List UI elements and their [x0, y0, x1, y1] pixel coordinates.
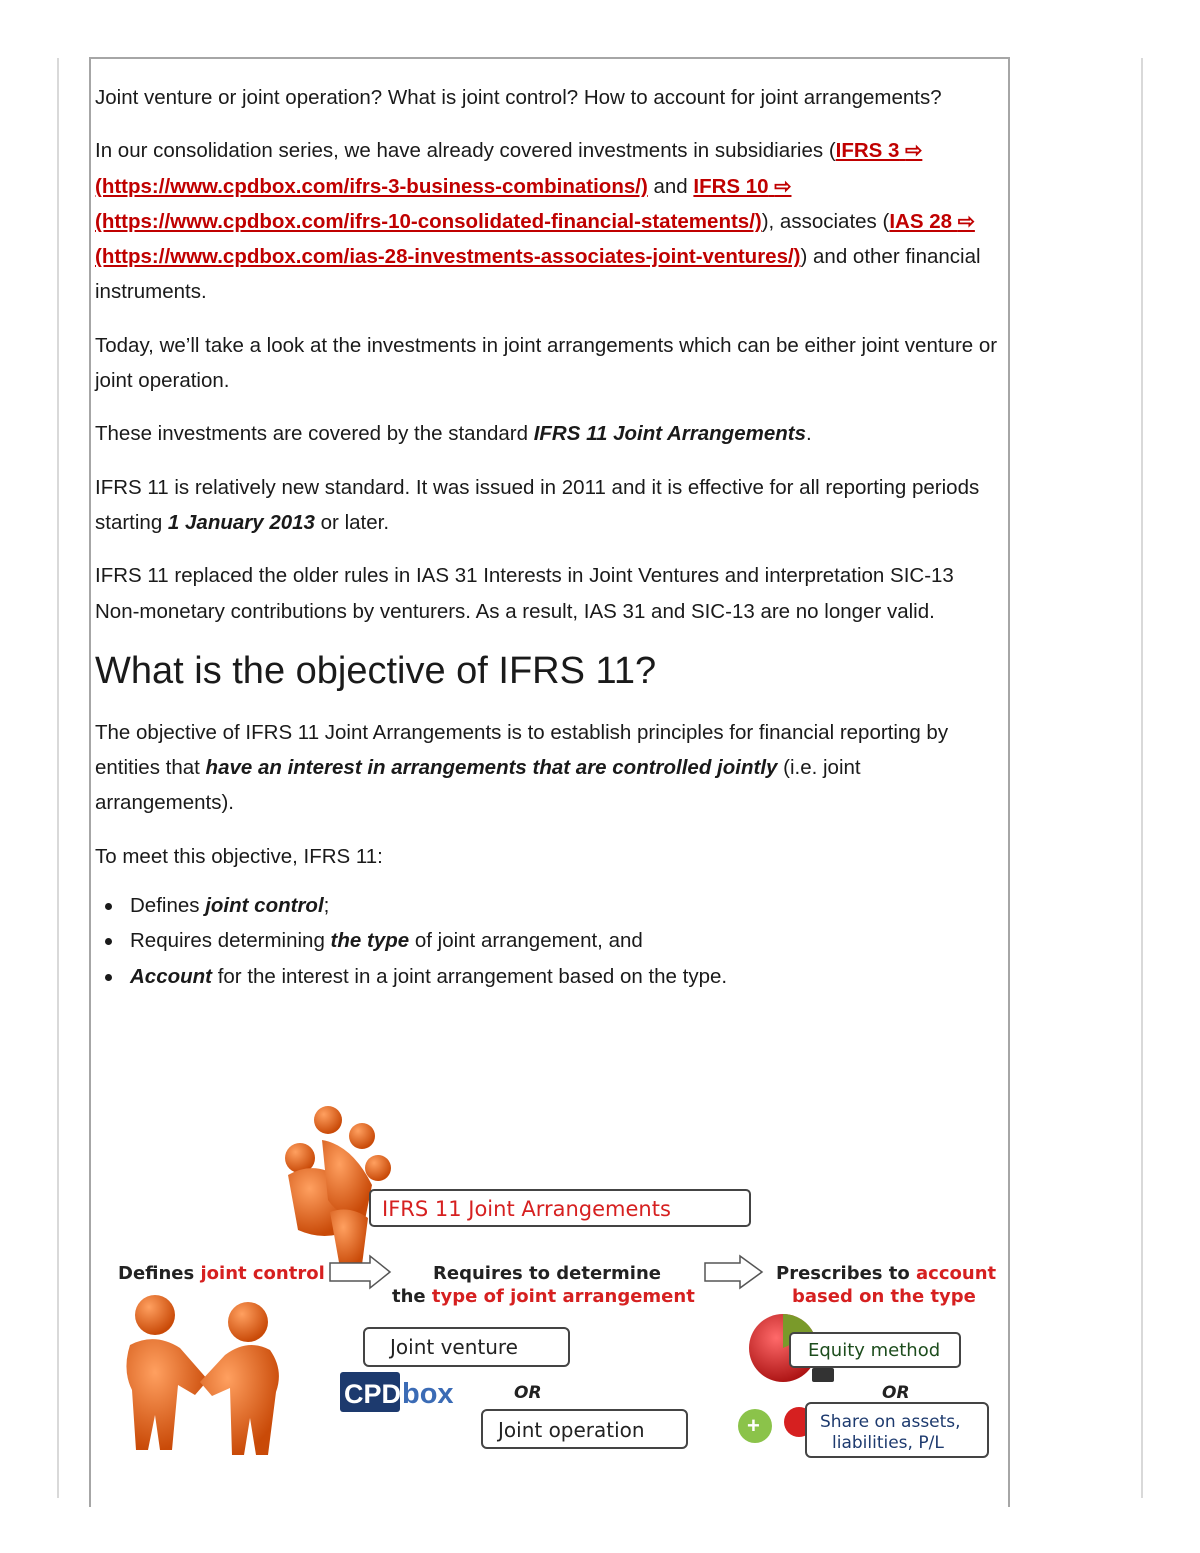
joint-venture-label: Joint venture [390, 1335, 518, 1359]
p4-end: . [805, 422, 812, 446]
ifrs3-link-url: (https://www.cpdbox.com/ifrs-3-business-combinations/) [95, 174, 648, 198]
ias28-link-label: IAS 28 [889, 209, 952, 233]
consolidation-paragraph [95, 133, 1000, 309]
team-figures-icon [285, 1106, 391, 1268]
external-link-icon: ⇨ [774, 174, 792, 198]
p4-text: These investments are covered by the standard [95, 422, 534, 446]
effective-date-paragraph [95, 470, 1000, 541]
list-item-text: for the interest in a joint arrangement based on the type. [212, 964, 728, 988]
list-item-emphasis: Account [130, 964, 212, 988]
external-link-icon: ⇨ [905, 139, 923, 163]
based-on-type-label: based on the type [792, 1286, 976, 1307]
intro-paragraph: Joint venture or joint operation? What is joint control? How to account for joint arrangements? [95, 86, 942, 109]
p5-end: or later. [314, 510, 390, 534]
or-label: OR [882, 1383, 910, 1403]
standard-paragraph [95, 416, 1000, 451]
list-item [130, 959, 1000, 994]
ifrs10-link-label: IFRS 10 [693, 174, 769, 198]
external-link-icon: ⇨ [957, 209, 975, 233]
equity-method-label: Equity method [808, 1340, 941, 1361]
ias28-link-url: (https://www.cpdbox.com/ias-28-investments-associates-joint-ventures/) [95, 245, 801, 269]
ifrs10-link-url: (https://www.cpdbox.com/ifrs-10-consolidated-financial-statements/) [95, 209, 762, 233]
list-item-emphasis: joint control [205, 894, 324, 918]
replaced-rules-paragraph: IFRS 11 replaced the older rules in IAS 31 Interests in Joint Ventures and interpretation SIC-13 Non-monetary contributions by venturers. As a result, IAS 31 and SIC-13 are no longer valid. [95, 564, 954, 623]
joint-operation-label: Joint operation [498, 1418, 645, 1442]
cpdbox-logo [340, 1372, 454, 1412]
type-label: the type of joint arrangement [392, 1286, 695, 1307]
svg-text:CPD: CPD [344, 1379, 402, 1409]
objective-list [95, 888, 1000, 994]
joint-arrangements-paragraph: Today, we’ll take a look at the investments in joint arrangements which can be either joint venture or joint operation. [95, 333, 998, 393]
list-item [130, 888, 1000, 923]
p7-end: (i.e. joint arrangements). [95, 756, 861, 815]
list-item-text: ; [323, 894, 330, 918]
p4-emphasis: IFRS 11 Joint Arrangements [533, 422, 806, 446]
p7-text: The objective of IFRS 11 Joint Arrangements is to establish principles for financial reporting by entities that [95, 720, 949, 780]
p2-and: and [647, 174, 694, 198]
right-guide-line [1141, 58, 1143, 1498]
svg-text:box: box [402, 1378, 454, 1410]
list-item-emphasis: the type [330, 929, 410, 953]
list-item-text: Defines [130, 894, 206, 918]
p2-text-start: In our consolidation series, we have already covered investments in subsidiaries ( [95, 139, 836, 163]
defines-label: Defines joint control [118, 1263, 325, 1284]
requires-label: Requires to determine [433, 1263, 661, 1284]
left-guide-line [57, 58, 59, 1498]
list-item-text: Requires determining [130, 929, 331, 953]
p2-associates: ), associates ( [761, 209, 890, 233]
arrow-right-icon [705, 1256, 762, 1288]
list-item-text: of joint arrangement, and [409, 929, 643, 953]
plus-sign: + [747, 1413, 760, 1438]
p5-emphasis: 1 January 2013 [167, 510, 315, 534]
share-line-1: Share on assets, [820, 1412, 961, 1432]
ifrs11-diagram [100, 1100, 1000, 1470]
diagram-title: IFRS 11 Joint Arrangements [382, 1197, 671, 1221]
meet-objective-paragraph: To meet this objective, IFRS 11: [95, 844, 383, 868]
share-line-2: liabilities, P/L [832, 1433, 944, 1453]
handshake-icon [126, 1295, 278, 1455]
p2-text-end: ) and other financial instruments. [95, 245, 981, 304]
p5-text: IFRS 11 is relatively new standard. It was issued in 2011 and it is effective for all reporting periods starting [95, 475, 980, 534]
ifrs3-link-label: IFRS 3 [835, 139, 900, 163]
prescribes-label: Prescribes to account [776, 1263, 997, 1284]
or-label: OR [514, 1383, 542, 1403]
section-heading: What is the objective of IFRS 11? [95, 649, 657, 692]
list-item [130, 923, 1000, 958]
article-content [95, 80, 1000, 994]
objective-paragraph [95, 715, 1000, 821]
p7-emphasis: have an interest in arrangements that are controlled jointly [205, 756, 778, 780]
